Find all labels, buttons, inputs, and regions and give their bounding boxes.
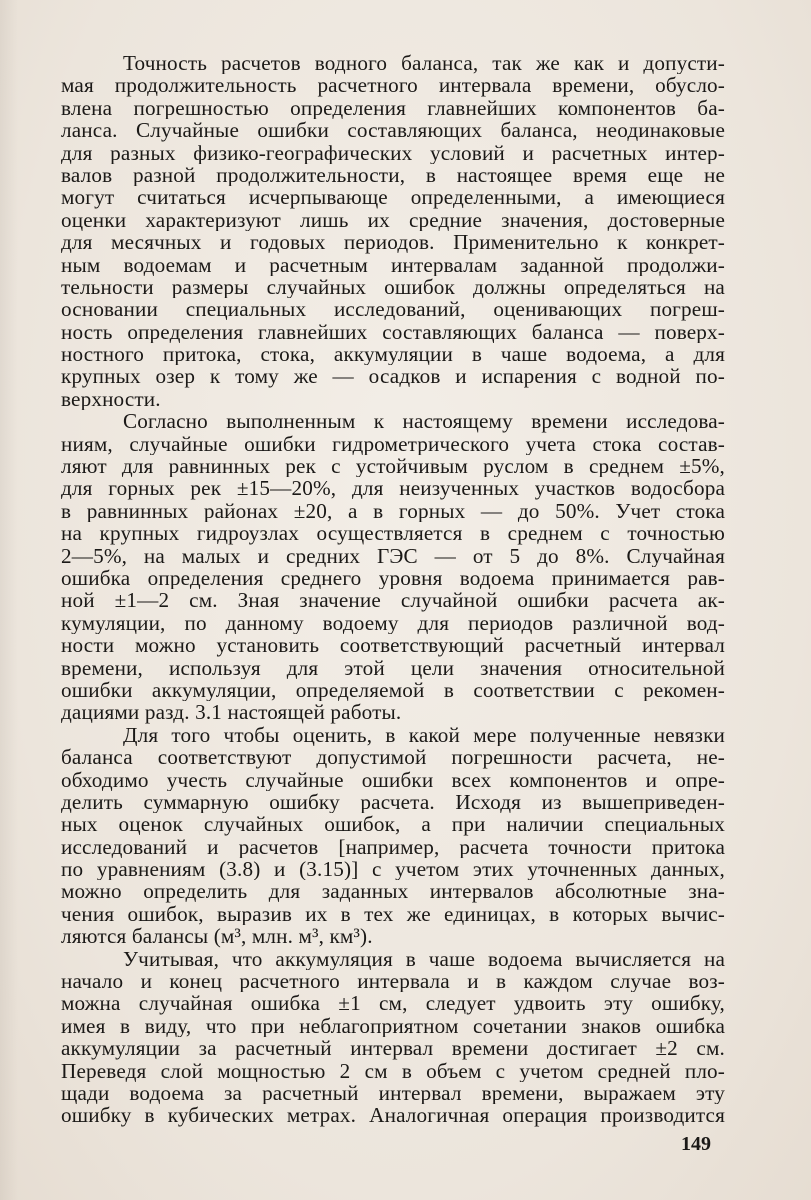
text-line: мая продолжительность расчетного интервала времени, обусло- (61, 74, 725, 97)
text-line: можно определить для заданных интервалов абсолютные зна- (61, 880, 725, 903)
text-line: тельности размеры случайных ошибок должны определяться на (61, 275, 725, 299)
text-line: основании специальных исследований, оценивающих погреш- (61, 298, 725, 321)
text-line: по уравнениям (3.8) и (3.15)] с учетом этих уточненных данных, (61, 858, 725, 881)
text-line: 2—5%, на малых и средних ГЭС — от 5 до 8%. Случайная (61, 544, 725, 567)
paragraph-1 (61, 52, 725, 410)
text-line: ностного притока, стока, аккумуляции в чаше водоема, а для (61, 343, 725, 366)
text-line: оценки характеризуют лишь их средние значения, достоверные (61, 208, 725, 232)
text-line: чения ошибок, выразив их в тех же единицах, в которых вычис- (61, 902, 725, 926)
text-line: начало и конец расчетного интервала и в каждом случае воз- (61, 970, 725, 993)
text-line: Точность расчетов водного баланса, так же как и допусти- (123, 52, 725, 75)
body-text (61, 52, 725, 1127)
text-line: дациями разд. 3.1 настоящей работы. (61, 701, 402, 724)
text-line: ошибки аккумуляции, определяемой в соответствии с рекомен- (61, 678, 725, 702)
text-line: ным водоемам и расчетным интервалам заданной продолжи- (61, 253, 725, 276)
text-line: делить суммарную ошибку расчета. Исходя из вышеприведен- (61, 790, 725, 814)
text-line: Согласно выполненным к настоящему времени исследова- (123, 410, 725, 433)
page-number: 149 (681, 1133, 711, 1155)
text-line: верхности. (61, 387, 161, 411)
text-line: для разных физико-географических условий и расчетных интер- (61, 141, 725, 164)
text-line: для горных рек ±15—20%, для неизученных участков водосбора (61, 477, 725, 500)
text-line: ность определения главнейших составляющих баланса — поверх- (61, 320, 725, 344)
text-line: Переведя слой мощностью 2 см в объем с учетом средней пло- (61, 1059, 725, 1082)
text-line: Для того чтобы оценить, в какой мере полученные невязки (123, 723, 725, 747)
text-line: можна случайная ошибка ±1 см, следует удвоить эту ошибку, (61, 992, 725, 1015)
text-line: для месячных и годовых периодов. Применительно к конкрет- (61, 231, 725, 254)
text-line: влена погрешностью определения главнейших компонентов ба- (61, 96, 725, 120)
text-line: времени, используя для этой цели значения относительной (61, 656, 725, 679)
text-line: щади водоема за расчетный интервал времени, выражаем эту (61, 1081, 725, 1105)
text-line: исследований и расчетов [например, расчета точности притока (61, 835, 725, 859)
text-line: ной ±1—2 см. Зная значение случайной ошибки расчета ак- (61, 589, 725, 612)
text-line: ниям, случайные ошибки гидрометрического учета стока состав- (61, 432, 725, 456)
text-line: Учитывая, что аккумуляция в чаше водоема вычисляется на (123, 947, 725, 971)
text-line: могут считаться исчерпывающе определенными, а имеющиеся (61, 186, 725, 209)
paragraph-4 (61, 948, 725, 1127)
text-line: имея в виду, что при неблагоприятном сочетании знаков ошибка (61, 1014, 725, 1038)
paragraph-3 (61, 724, 725, 948)
text-line: валов разной продолжительности, в настоящее время еще не (61, 163, 725, 187)
text-line: ошибка определения среднего уровня водоема принимается рав- (61, 566, 725, 590)
text-line: в равнинных районах ±20, а в горных — до 50%. Учет стока (61, 499, 725, 523)
text-line: ошибку в кубических метрах. Аналогичная операция производится (61, 1104, 725, 1127)
text-line: ности можно установить соответствующий расчетный интервал (61, 634, 725, 657)
text-line: баланса соответствуют допустимой погрешности расчета, не- (61, 746, 725, 769)
text-line: кумуляции, по данному водоему для периодов различной вод- (61, 611, 725, 635)
paragraph-2 (61, 410, 725, 723)
text-line: ляют для равнинных рек с устойчивым руслом в среднем ±5%, (61, 455, 725, 478)
text-line: обходимо учесть случайные ошибки всех компонентов и опре- (61, 768, 725, 791)
text-line: аккумуляции за расчетный интервал времени достигает ±2 см. (61, 1037, 725, 1060)
text-line: ных оценок случайных ошибок, а при наличии специальных (61, 813, 725, 836)
text-line: ланса. Случайные ошибки составляющих баланса, неодинаковые (61, 119, 725, 142)
text-line: на крупных гидроузлах осуществляется в среднем с точностью (61, 522, 725, 545)
text-line: крупных озер к тому же — осадков и испарения с водной по- (61, 365, 725, 388)
text-line: ляются балансы (м³, млн. м³, км³). (61, 925, 373, 948)
